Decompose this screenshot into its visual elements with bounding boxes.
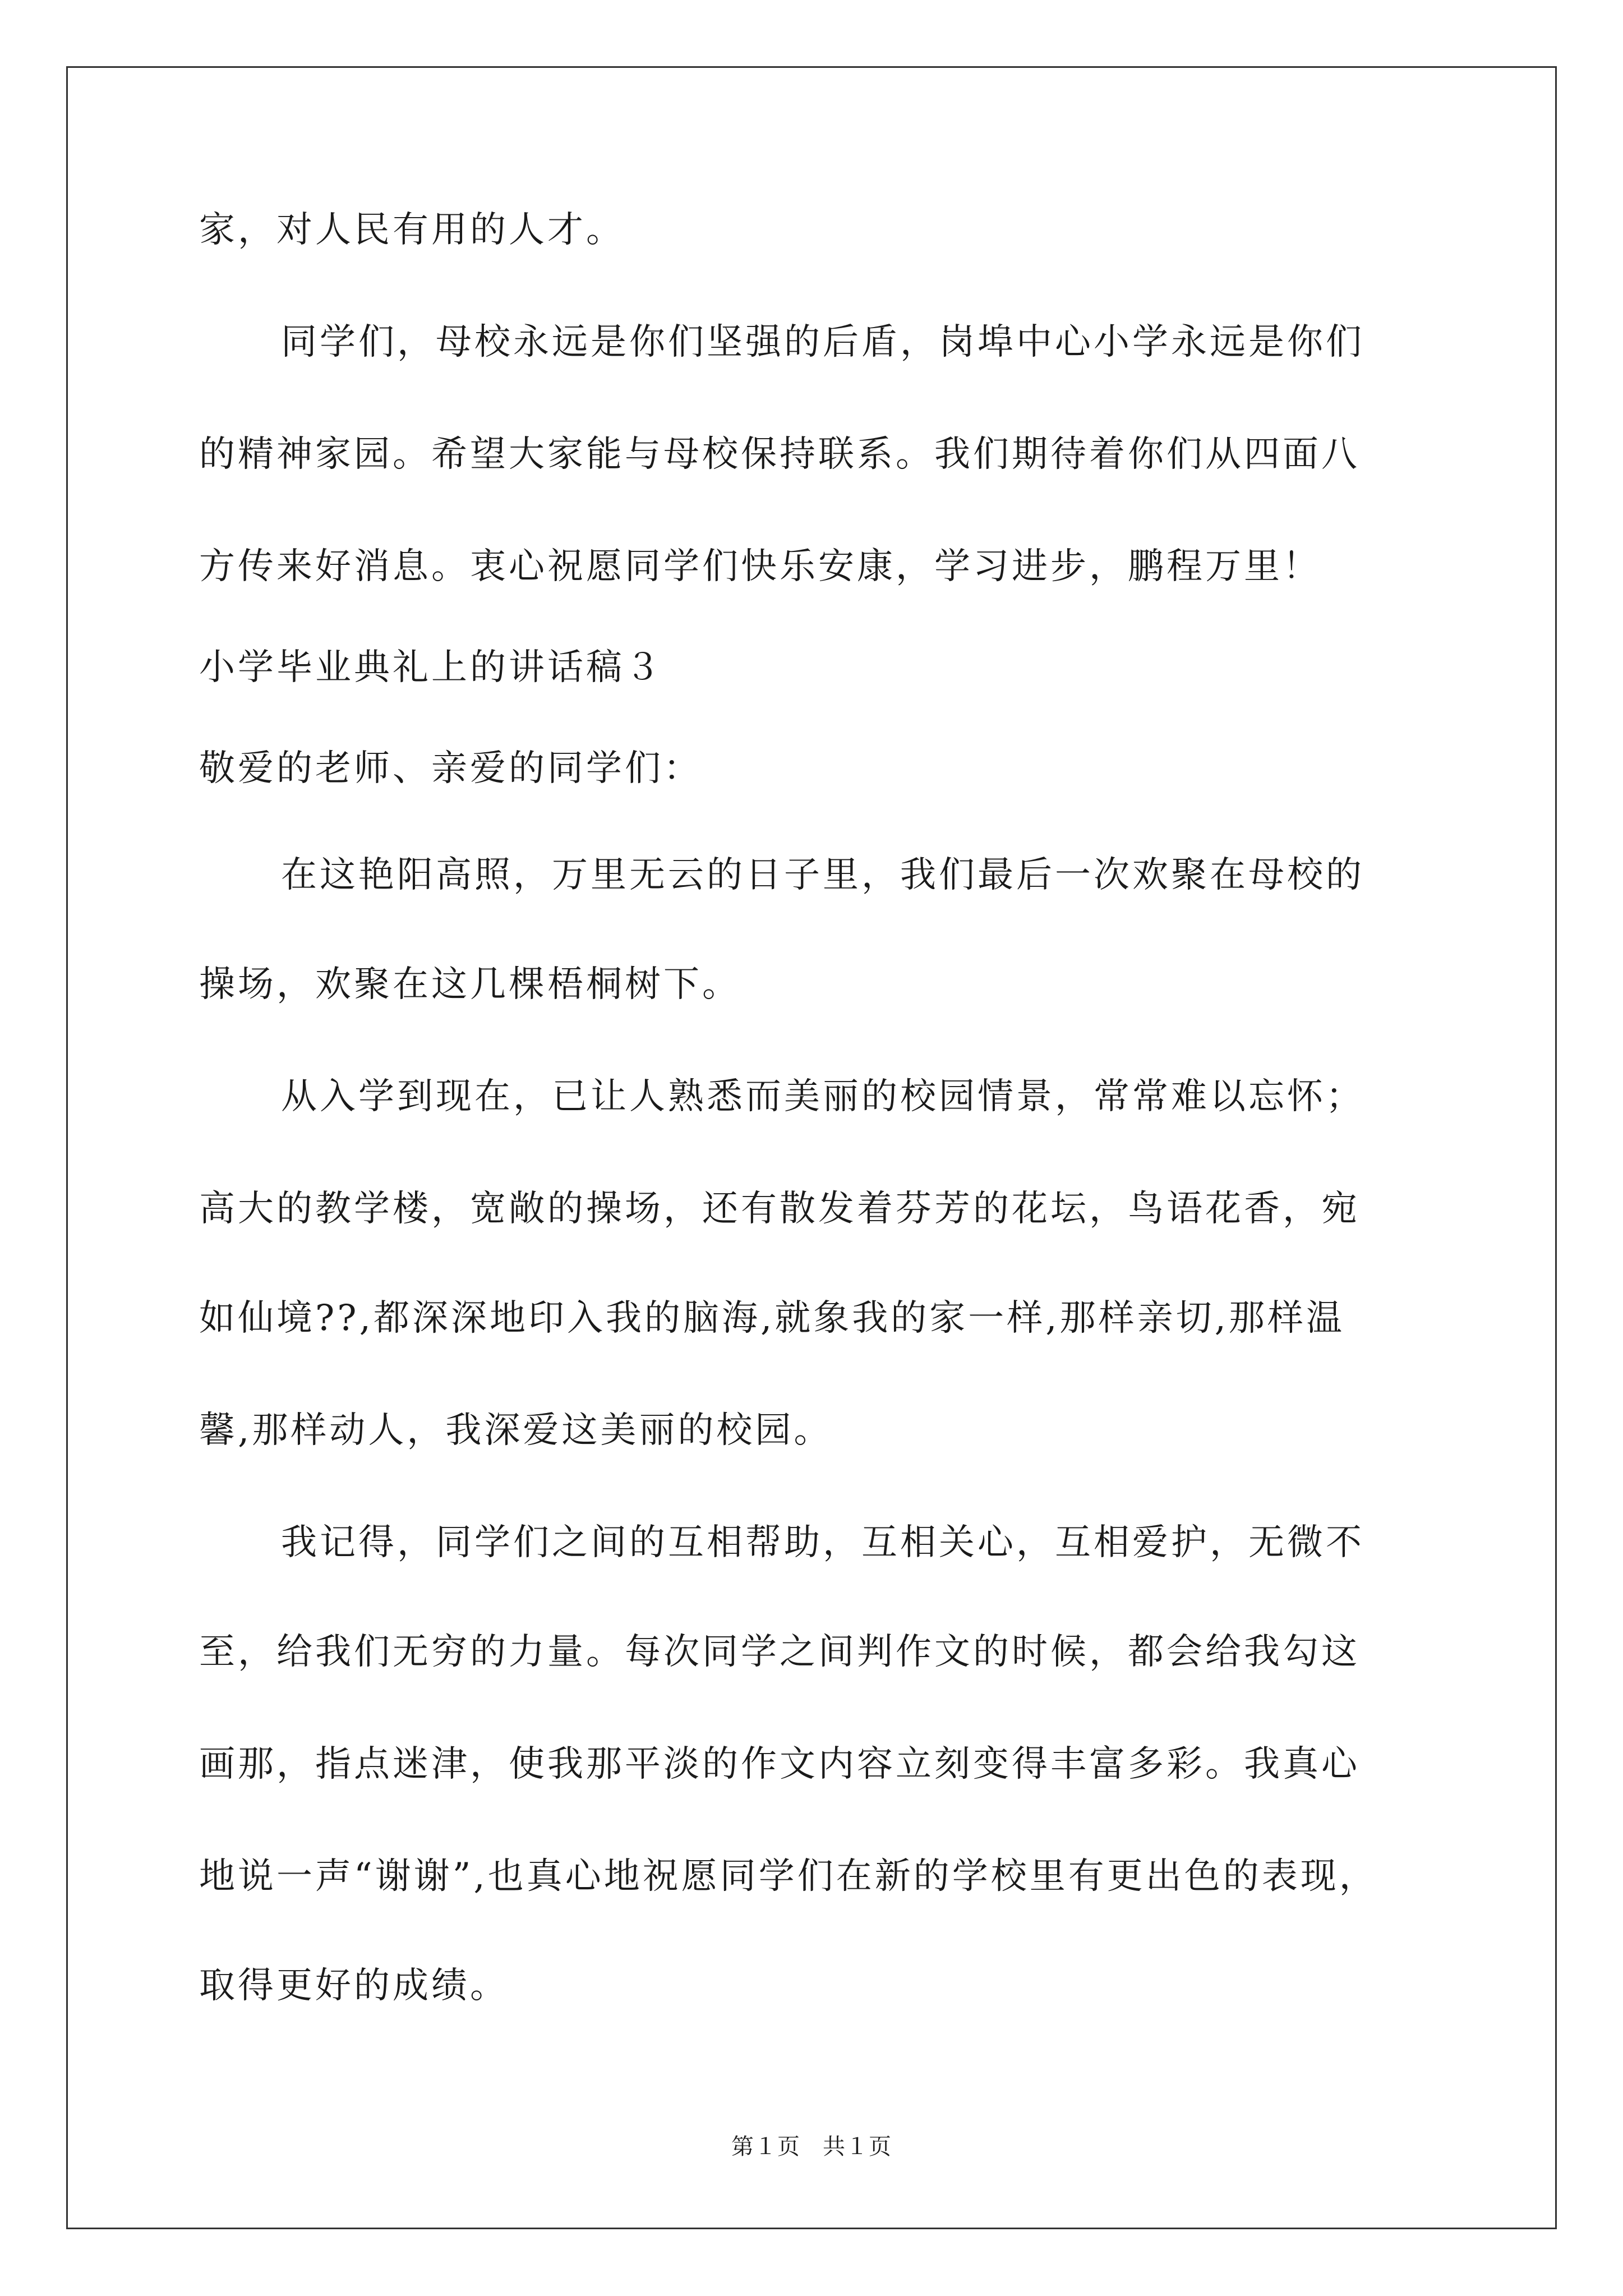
paragraph-line: 从入学到现在，已让人熟悉而美丽的校园情景，常常难以忘怀； bbox=[281, 1076, 1364, 1117]
page-number: 第１页 bbox=[731, 2134, 800, 2160]
paragraph-line: 在这艳阳高照，万里无云的日子里，我们最后一次欢聚在母校的 bbox=[281, 854, 1364, 896]
text-line: 家，对人民有用的人才。 bbox=[199, 209, 625, 251]
page-footer bbox=[0, 2133, 1623, 2161]
page-border bbox=[66, 66, 1557, 2229]
paragraph-line: 我记得，同学们之间的互相帮助，互相关心，互相爱护，无微不 bbox=[281, 1522, 1364, 1563]
text-line: 的精神家园。希望大家能与母校保持联系。我们期待着你们从四面八 bbox=[199, 434, 1360, 475]
section-title: 小学毕业典礼上的讲话稿３ bbox=[199, 647, 663, 688]
page-total: 共１页 bbox=[823, 2134, 892, 2160]
text-line: 高大的教学楼，宽敞的操场，还有散发着芬芳的花坛，鸟语花香，宛 bbox=[199, 1188, 1360, 1230]
text-line: 如仙境??,都深深地印入我的脑海,就象我的家一样,那样亲切,那样温 bbox=[199, 1297, 1345, 1339]
text-line: 至，给我们无穷的力量。每次同学之间判作文的时候，都会给我勾这 bbox=[199, 1631, 1360, 1673]
text-line: 方传来好消息。衷心祝愿同学们快乐安康，学习进步，鹏程万里！ bbox=[199, 546, 1321, 587]
paragraph-line: 同学们，母校永远是你们坚强的后盾，岗埠中心小学永远是你们 bbox=[281, 321, 1364, 363]
text-line: 取得更好的成绩。 bbox=[199, 1965, 509, 2007]
text-line: 馨,那样动人，我深爱这美丽的校园。 bbox=[199, 1410, 833, 1451]
text-line: 画那，指点迷津，使我那平淡的作文内容立刻变得丰富多彩。我真心 bbox=[199, 1743, 1360, 1785]
text-line: 操场，欢聚在这几棵梧桐树下。 bbox=[199, 964, 741, 1005]
text-line: 地说一声“谢谢”,也真心地祝愿同学们在新的学校里有更出色的表现， bbox=[199, 1856, 1378, 1897]
salutation: 敬爱的老师、亲爱的同学们： bbox=[199, 748, 702, 789]
